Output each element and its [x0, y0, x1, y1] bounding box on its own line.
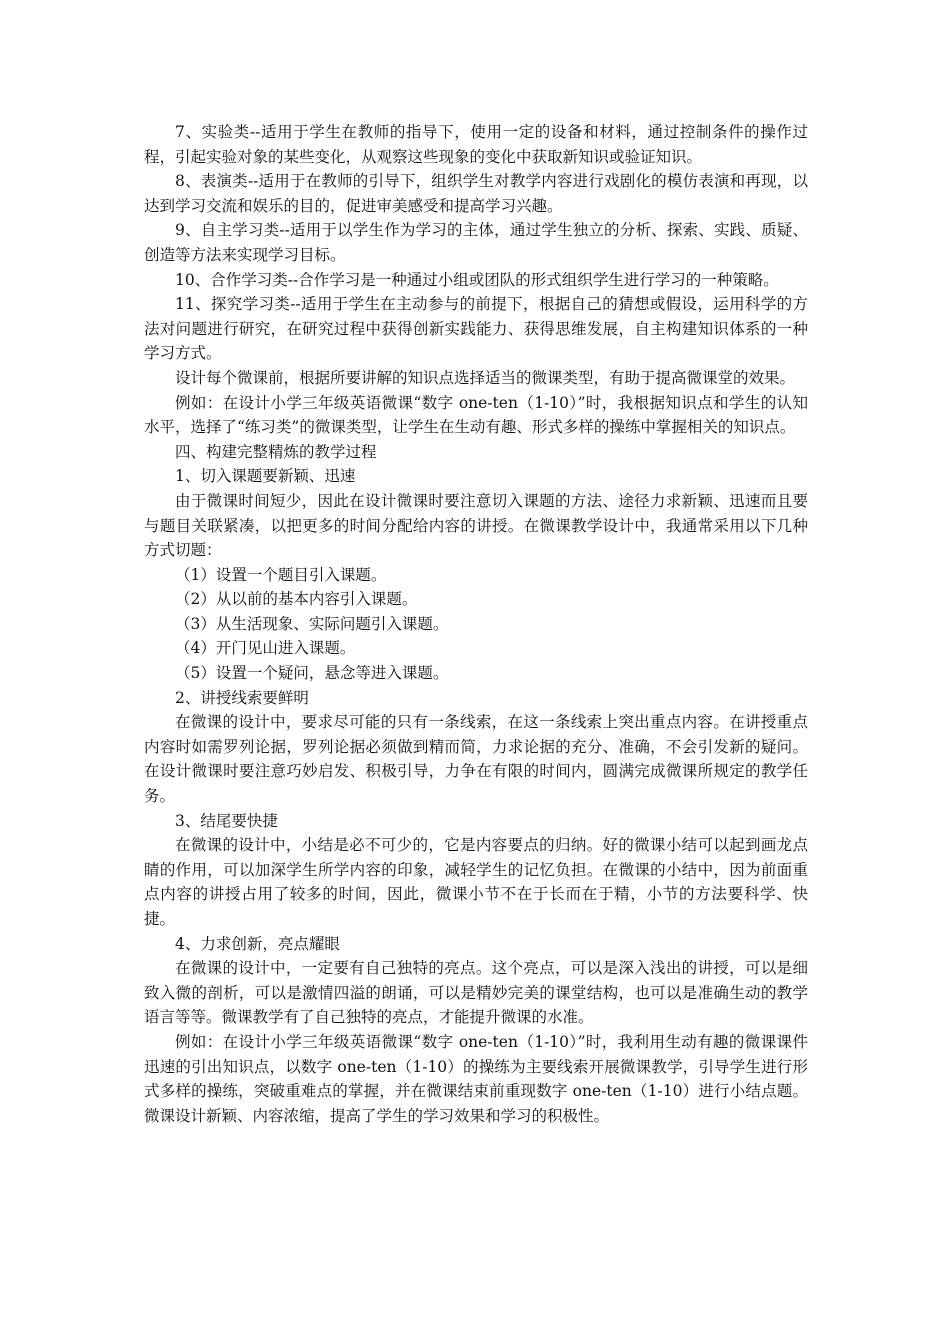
paragraph-item-7-experiment: 7、实验类--适用于学生在教师的指导下，使用一定的设备和材料，通过控制条件的操作过程，引起实验对象的某些变化，从观察这些现象的变化中获取新知识或验证知识。	[144, 123, 808, 166]
paragraph-ending: 在微课的设计中，小结是必不可少的，它是内容要点的归纳。好的微课小结可以起到画龙点睛的作用，可以加深学生所学内容的印象，减轻学生的记忆负担。在微课的小结中，因为前面重点内容的讲授占用了较多的时间，因此，微课小节不在于长而在于精，小节的方法要科学、快捷。	[144, 836, 808, 928]
paragraph-item-10-cooperative: 10、合作学习类--合作学习是一种通过小组或团队的形式组织学生进行学习的一种策略。	[175, 270, 779, 289]
section-heading-4: 四、构建完整精炼的教学过程	[175, 442, 377, 461]
list-item-4: （4）开门见山进入课题。	[175, 639, 356, 658]
list-item-2: （2）从以前的基本内容引入课题。	[175, 590, 418, 609]
document-body	[144, 120, 808, 1128]
list-item-5: （5）设置一个疑问，悬念等进入课题。	[175, 664, 449, 683]
subheading-3-ending: 3、结尾要快捷	[175, 811, 278, 830]
paragraph-intro-methods: 由于微课时间短少，因此在设计微课时要注意切入课题的方法、途径力求新颖、迅速而且要与题目关联紧凑，以把更多的时间分配给内容的讲授。在微课教学设计中，我通常采用以下几种方式切题：	[144, 491, 808, 560]
subheading-2-clue: 2、讲授线索要鲜明	[175, 688, 309, 707]
paragraph-example-practice-type: 例如：在设计小学三年级英语微课“数字 one-ten（1-10）”时，我根据知识点和学生的认知水平，选择了“练习类”的微课类型，让学生在生动有趣、形式多样的操练中掌握相关的知识点。	[144, 393, 808, 437]
paragraph-item-9-self-study: 9、自主学习类--适用于以学生作为学习的主体，通过学生独立的分析、探索、实践、质疑、创造等方法来实现学习目标。	[144, 221, 808, 264]
subheading-1-intro: 1、切入课题要新颖、迅速	[175, 467, 356, 486]
paragraph-item-8-performance: 8、表演类--适用于在教师的引导下，组织学生对教学内容进行戏剧化的模仿表演和再现，以达到学习交流和娱乐的目的，促进审美感受和提高学习兴趣。	[144, 172, 808, 215]
paragraph-innovation: 在微课的设计中，一定要有自己独特的亮点。这个亮点，可以是深入浅出的讲授，可以是细致入微的剖析，可以是激情四溢的朗诵，可以是精妙完美的课堂结构，也可以是准确生动的教学语言等等。微课教学有了自己独特的亮点，才能提升微课的水准。	[144, 959, 808, 1027]
list-item-1: （1）设置一个题目引入课题。	[175, 565, 387, 584]
paragraph-type-selection: 设计每个微课前，根据所要讲解的知识点选择适当的微课类型，有助于提高微课堂的效果。	[175, 368, 796, 387]
subheading-4-innovation: 4、力求创新，亮点耀眼	[175, 934, 340, 953]
paragraph-item-11-inquiry: 11、探究学习类--适用于学生在主动参与的前提下，根据自己的猜想或假设，运用科学的方法对问题进行研究，在研究过程中获得创新实践能力、获得思维发展，自主构建知识体系的一种学习方式。	[144, 295, 808, 363]
list-item-3: （3）从生活现象、实际问题引入课题。	[175, 614, 449, 633]
paragraph-example-courseware: 例如：在设计小学三年级英语微课“数字 one-ten（1-10）”时，我利用生动有趣的微课课件迅速的引出知识点，以数字 one-ten（1-10）的操练为主要线索开展微课教学，引导学生进行形式多样的操练，突破重难点的掌握，并在微课结束前重现数字 one-ten（1-10）进行小结点题。微课设计新颖、内容浓缩，提高了学生的学习效果和学习的积极性。	[144, 1032, 808, 1125]
paragraph-clue: 在微课的设计中，要求尽可能的只有一条线索，在这一条线索上突出重点内容。在讲授重点内容时如需罗列论据，罗列论据必须做到精而简，力求论据的充分、准确，不会引发新的疑问。在设计微课时要注意巧妙启发、积极引导，力争在有限的时间内，圆满完成微课所规定的教学任务。	[144, 713, 808, 806]
